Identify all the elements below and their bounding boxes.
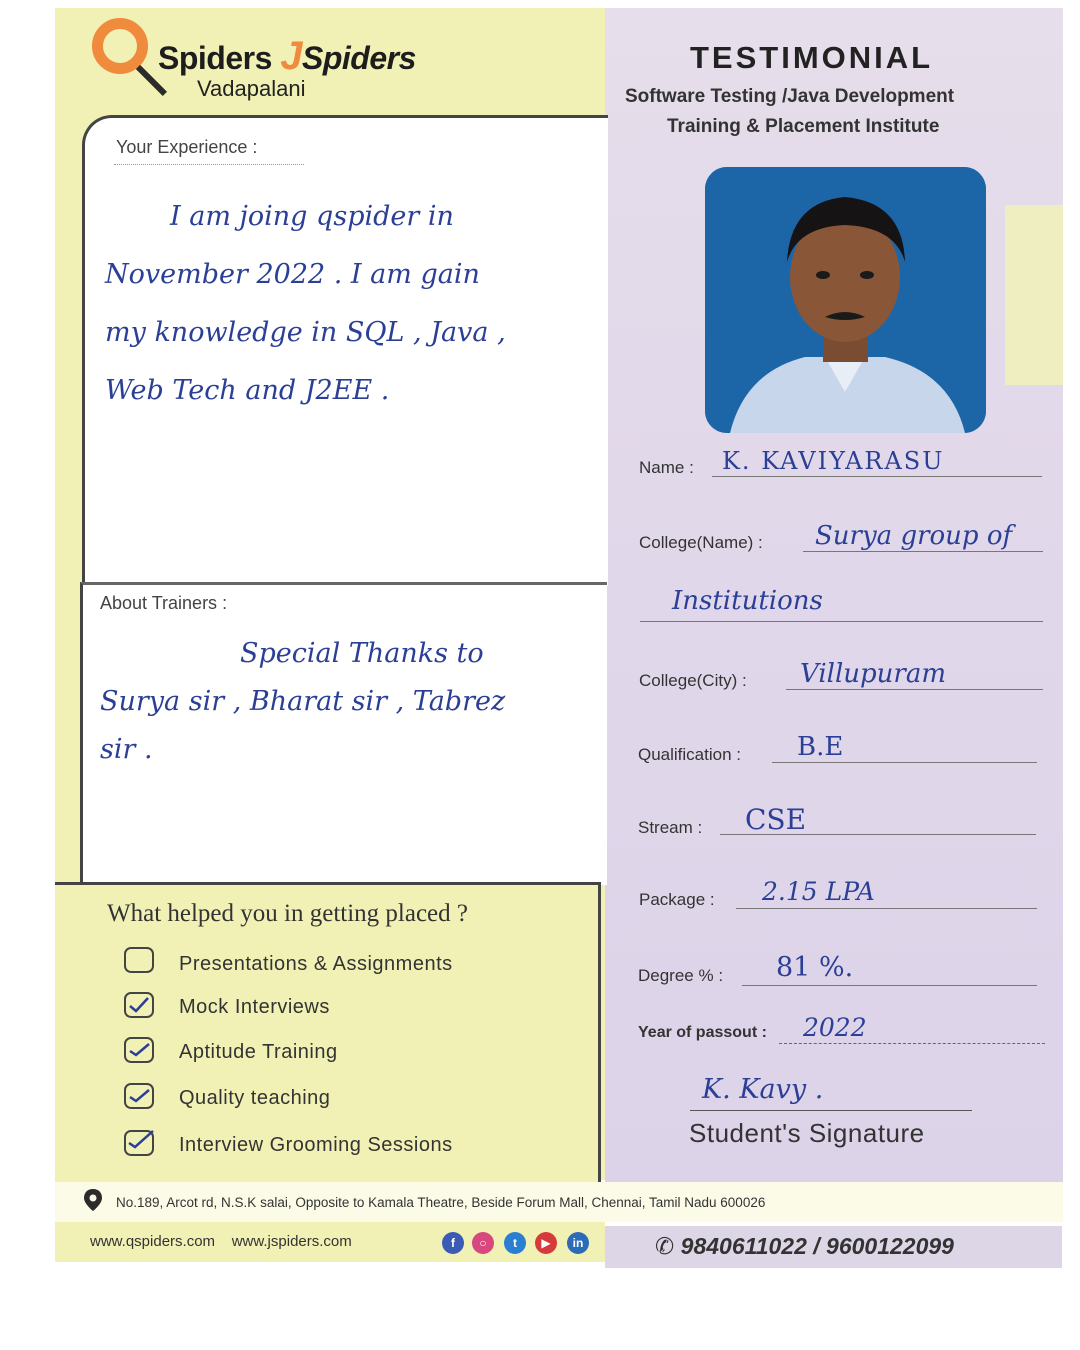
qualification-label: Qualification :: [638, 745, 741, 764]
check-mark-icon: [126, 1039, 152, 1061]
degree-value: 81 %.: [776, 952, 854, 983]
logo-qspiders: Spiders: [158, 40, 272, 76]
experience-line-1: I am joing qspider in: [170, 201, 454, 232]
logo-j: J: [280, 34, 303, 78]
phone-icon: ✆: [655, 1233, 675, 1259]
trainers-line-1: Special Thanks to: [240, 638, 484, 669]
checkbox-quality-teaching[interactable]: [124, 1083, 154, 1109]
college-name-value: Surya group of: [815, 521, 1013, 551]
trainers-line-3: sir .: [100, 734, 153, 765]
college-name-line: [803, 551, 1043, 552]
name-value: K. KAVIYARASU: [722, 447, 945, 475]
check-mark-icon: [124, 1128, 154, 1152]
experience-text: [105, 188, 585, 420]
logo-text: [158, 34, 416, 79]
college-name-label: College(Name) :: [639, 533, 763, 552]
website-qspiders-link[interactable]: www.qspiders.com: [90, 1233, 216, 1250]
yellow-accent-band: [1005, 205, 1063, 385]
checkbox-presentations[interactable]: [124, 947, 154, 973]
trainers-line-2: Surya sir , Bharat sir , Tabrez: [100, 686, 506, 717]
package-line: [736, 908, 1037, 909]
checkbox-mock-interviews[interactable]: [124, 992, 154, 1018]
degree-line: [742, 985, 1037, 986]
footer-websites: [90, 1233, 352, 1250]
college-city-value: Villupuram: [800, 659, 946, 689]
trainers-text: [100, 630, 590, 774]
checkbox-label-aptitude: Aptitude Training: [179, 1041, 338, 1063]
phone-numbers: 9840611022 / 9600122099: [680, 1233, 954, 1259]
stream-value: CSE: [745, 803, 807, 836]
youtube-icon[interactable]: ▶: [535, 1232, 557, 1254]
linkedin-icon[interactable]: in: [567, 1232, 589, 1254]
subtitle-line-1: Software Testing /Java Development: [625, 86, 955, 107]
subtitle-line-2: Training & Placement Institute: [667, 116, 940, 137]
check-mark-icon: [126, 1085, 152, 1107]
signature-label: Student's Signature: [689, 1118, 925, 1148]
name-line: [712, 476, 1042, 477]
checkbox-aptitude[interactable]: [124, 1037, 154, 1063]
package-label: Package :: [639, 890, 715, 909]
college-city-line: [786, 689, 1043, 690]
helped-title: What helped you in getting placed ?: [107, 900, 468, 927]
degree-label: Degree % :: [638, 966, 724, 985]
package-value: 2.15 LPA: [762, 877, 875, 906]
logo-jspiders: Spiders: [302, 40, 416, 76]
experience-line-4: Web Tech and J2EE .: [105, 375, 390, 406]
branch-name: Vadapalani: [197, 76, 306, 101]
student-portrait-icon: [705, 167, 986, 433]
checkbox-label-presentations: Presentations & Assignments: [179, 953, 453, 975]
year-line: [779, 1043, 1045, 1044]
twitter-icon[interactable]: t: [504, 1232, 526, 1254]
trainers-label: About Trainers :: [100, 593, 228, 613]
checkbox-label-quality-teaching: Quality teaching: [179, 1087, 331, 1109]
page-title: TESTIMONIAL: [690, 40, 934, 75]
location-pin-icon: [82, 1188, 104, 1217]
college-city-label: College(City) :: [639, 671, 747, 690]
experience-line-2: November 2022 . I am gain: [105, 259, 480, 290]
student-signature: K. Kavy .: [702, 1074, 824, 1105]
qualification-line: [772, 762, 1037, 763]
check-mark-icon: [126, 994, 152, 1016]
experience-label-underline: [114, 164, 304, 165]
student-photo: [705, 167, 986, 433]
signature-line: [690, 1110, 972, 1111]
facebook-icon[interactable]: f: [442, 1232, 464, 1254]
stream-label: Stream :: [638, 818, 703, 837]
experience-label: Your Experience :: [116, 137, 258, 157]
footer-address: No.189, Arcot rd, N.S.K salai, Opposite to Kamala Theatre, Beside Forum Mall, Chennai, Tamil Nadu 600026: [116, 1195, 766, 1210]
qualification-value: B.E: [797, 732, 844, 762]
instagram-icon[interactable]: ○: [472, 1232, 494, 1254]
experience-line-3: my knowledge in SQL , Java ,: [105, 317, 506, 348]
college-name-line-2: [640, 621, 1043, 622]
year-value: 2022: [803, 1013, 867, 1042]
website-jspiders-link[interactable]: www.jspiders.com: [231, 1233, 352, 1250]
checkbox-label-grooming: Interview Grooming Sessions: [179, 1134, 453, 1156]
footer-phone: [655, 1233, 954, 1260]
year-label: Year of passout :: [638, 1024, 767, 1041]
checkbox-grooming[interactable]: [124, 1130, 154, 1156]
checkbox-label-mock-interviews: Mock Interviews: [179, 996, 330, 1018]
college-name-value-2: Institutions: [672, 586, 823, 616]
name-label: Name :: [639, 458, 694, 477]
